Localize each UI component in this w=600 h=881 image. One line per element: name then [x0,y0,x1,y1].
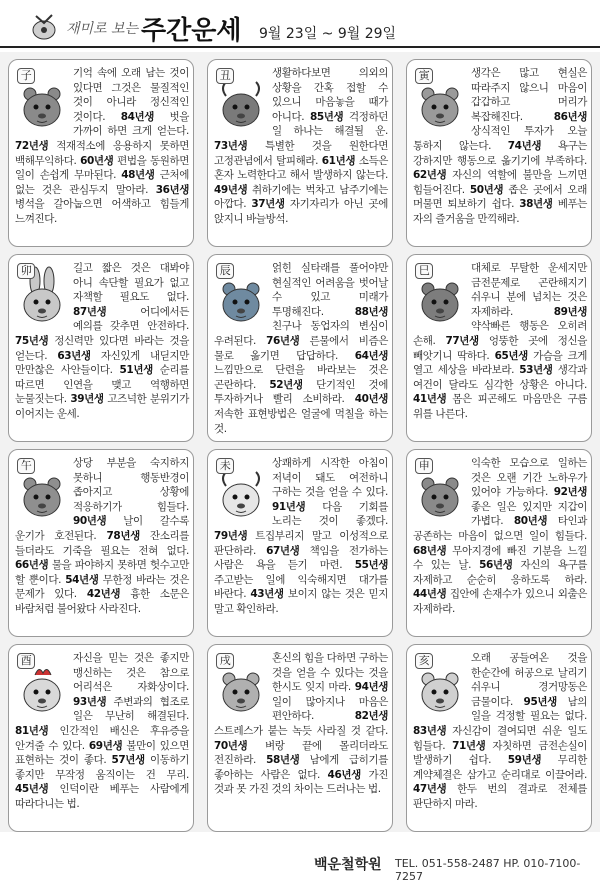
birth-year: 66년생 [15,559,49,572]
fortune-sentence: 좋은 일은 있지만 지갑이 가볍다. [471,500,587,528]
horoscope-card-snake [406,254,592,442]
birth-year: 58년생 [266,754,300,767]
birth-year: 44년생 [413,588,447,601]
card-text [413,66,587,242]
birth-year: 46년생 [327,768,361,781]
birth-year: 36년생 [155,183,189,196]
card-text [214,456,388,632]
fortune-sentence: 정신력만 있다면 바라는 것을 얻는다. [15,334,189,362]
zodiac-badge: 午 [17,458,35,474]
card-text [214,261,388,437]
card-text [15,651,189,827]
horoscope-card-sheep [207,449,393,637]
fortune-sentence: 인간적인 배신은 후유증을 안겨줄 수 있다. [15,724,189,752]
fortune-sentence: 무아지경에 빠진 기분을 느낄 수 있는 날. [413,544,587,572]
fortune-sentence: 주고받는 일에 익숙해지면 대가를 바란다. [214,573,388,601]
birth-year: 70년생 [214,739,248,752]
fortune-sentence: 자신의 역할에 불만을 느끼면 힘들어진다. [413,169,587,196]
rooster-icon [15,653,69,723]
fortune-sentence: 보이지 않는 것은 믿지 말고 확인하라. [214,588,389,615]
fortune-sentence: 른물에서 비즘은 물로 옮기면 답답하다. [214,334,388,362]
horoscope-card-dragon [207,254,393,442]
fortune-sentence: 남의 일을 걱정할 필요는 없다. [471,695,587,723]
fortune-sentence: 느낌만으로 단련을 바라보는 것은 곤란하다. [214,364,388,391]
fortune-sentence: 혼신의 힘을 다하면 구하는 것을 얻을 수 있다는 것을 한시도 잊지 마라. [272,652,388,694]
zodiac-badge: 丑 [216,68,234,84]
birth-year: 88년생 [354,305,388,318]
snake-icon [413,263,467,333]
card-text [214,651,388,827]
birth-year: 68년생 [413,544,447,557]
fortune-sentence: 집안에 손재수가 있으니 외출은 자제하라. [413,588,587,615]
birth-year: 67년생 [266,544,300,557]
page-header [0,0,600,50]
fortune-sentence: 자신있게 내딛지만 만만찮은 사안들이다. [15,349,189,377]
fortune-sentence: 생각은 많고 현실은 따라주지 않으니 마음이 갑갑하고 머리가 복잡해진다. [471,67,587,123]
fortune-sentence: 몸은 피곤해도 마음만은 구름 위를 나른다. [413,393,587,420]
birth-year: 95년생 [523,695,557,708]
fortune-pouch-icon [30,10,58,40]
birth-year: 72년생 [15,139,49,152]
fortune-sentence: 타인과 공존하는 마음이 없으면 일이 힘들다. [413,515,587,542]
birth-year: 49년생 [214,183,248,196]
fortune-sentence: 걱정하던 일 하나는 해결될 운. [272,110,388,138]
birth-year: 81년생 [15,724,49,737]
birth-year: 82년생 [354,710,388,723]
fortune-sentence: 벼랑 끝에 몰리더라도 전진하라. [214,739,388,767]
fortune-sentence: 얽힌 실타래를 풀어야만 현실적인 어려움을 벗어날 수 있고 미래가 투명해진다. [272,262,388,318]
fortune-sentence: 약삭빠른 행동은 오히려 손해. [413,320,587,347]
birth-year: 83년생 [413,724,447,737]
fortune-sentence: 벗을 가까이 하면 크게 얻는다. [73,110,189,138]
fortune-sentence: 기억 속에 오래 남는 것이 있다면 그것은 물질적인 것이 아니라 정신적인 것이다. [73,67,189,123]
date-range: 9월 23일 ~ 9월 29일 [259,26,397,42]
fortune-sentence: 길고 짧은 것은 대봐야 아니 속단할 필요가 없고 자책할 필요도 없다. [73,262,189,304]
fortune-sentence: 좁은 곳에서 오래 머물면 퇴보하기 쉽다. [413,183,588,211]
horoscope-card-tiger [406,59,592,247]
zodiac-badge: 未 [216,458,234,474]
card-text [15,66,189,242]
zodiac-badge: 戌 [216,653,234,669]
fortune-sentence: 이동하기 좋지만 무작정 움직이는 건 무리. [15,754,189,781]
birth-year: 80년생 [513,515,548,528]
birth-year: 57년생 [111,754,145,767]
school-name: 백운철학원 [314,857,382,873]
dog-icon [214,653,268,723]
birth-year: 55년생 [354,559,388,572]
card-text [214,66,388,242]
birth-year: 45년생 [15,783,49,796]
horoscope-card-monkey [406,449,592,637]
zodiac-badge: 酉 [17,653,35,669]
zodiac-badge: 卯 [17,263,35,279]
fortune-sentence: 남에게 급히기를 좋아하는 사람은 없다. [214,754,388,781]
fortune-sentence: 상식적인 투자가 오늘 통하지 않는다. [413,125,587,152]
fortune-sentence: 물을 파야하지 못하면 헛수고만 할 뿐이다. [15,559,189,586]
birth-year: 37년생 [251,198,285,211]
birth-year: 42년생 [86,588,121,601]
birth-year: 89년생 [553,305,587,318]
fortune-sentence: 순리를 따르면 인연을 맺고 역행하면 눈물짓는다. [15,364,189,406]
fortune-sentence: 익숙한 모습으로 일하는 것은 오랜 기간 노하우가 있어야 가능하다. [471,457,587,499]
fortune-sentence: 잔소리를 들더라도 기죽을 필요는 전혀 없다. [15,529,189,557]
fortune-sentence: 대체로 무탈한 운세지만 금전문제로 곤란해지기 쉬우니 분에 넘치는 것은 자제하라. [471,262,587,318]
card-text [15,261,189,437]
birth-year: 74년생 [507,139,542,152]
fortune-sentence: 자칫하면 금전손실이 발생하기 쉽다. [413,739,588,767]
fortune-sentence: 스트레스가 붙는 녹듯 사라질 것 같다. [214,724,388,737]
birth-year: 76년생 [266,334,300,347]
birth-year: 91년생 [272,500,306,513]
fortune-sentence: 일이 많아지나 마음은 편안하다. [272,695,388,723]
horoscope-card-rat [8,59,194,247]
fortune-sentence: 주변과의 협조로 일은 무난히 해결된다. [73,695,189,723]
rat-icon [15,68,69,138]
fortune-sentence: 취하기에는 벅차고 남주기에는 아깝다. [214,183,388,211]
page-title: 주간운세 [141,16,242,46]
fortune-sentence: 날이 갈수록 운기가 호전된다. [15,515,189,542]
birth-year: 86년생 [553,110,587,123]
header-divider [0,46,600,48]
fortune-sentence: 불만이 있으면 표현하는 것이 좋다. [15,739,189,767]
birth-year: 73년생 [214,139,248,152]
birth-year: 77년생 [445,334,479,347]
sheep-icon [214,458,268,528]
fortune-sentence: 친구나 동업자의 변심이 우려된다. [214,320,388,347]
birth-year: 62년생 [413,169,447,182]
fortune-sentence: 욕구는 강하지만 행동으로 옮기기에 부족하다. [413,139,587,167]
birth-year: 54년생 [65,573,99,586]
fortune-sentence: 고즈넉한 분위기가 이어지는 운세. [15,393,190,420]
fortune-sentence: 다음 기회를 노리는 것이 좋겠다. [272,500,388,528]
birth-year: 61년생 [321,154,356,167]
fortune-sentence: 생활하다보면 의외의 상황을 간혹 접할 수 있으니 마음놓을 때가 아니다. [272,67,388,123]
horoscope-card-horse [8,449,194,637]
card-text [413,261,587,437]
zodiac-badge: 申 [415,458,433,474]
fortune-sentence: 자신을 믿는 것은 좋지만 맹신하는 것은 참으로 어리석은 자화상이다. [73,652,189,694]
fortune-sentence: 인덕이란 베푸는 사람에게 따라다니는 법. [15,783,189,810]
fortune-sentence: 단기적인 것에 투자하거나 빨리 소비하라. [214,378,388,406]
fortune-sentence: 무한정 바라는 것은 문제가 있다. [15,573,189,601]
fortune-sentence: 가진 것과 못 가진 것의 차이는 드러나는 법. [214,768,388,796]
birth-year: 53년생 [519,364,553,377]
birth-year: 51년생 [119,364,153,377]
fortune-sentence: 가슴을 크게 열고 세상을 바라보라. [413,349,588,377]
birth-year: 65년생 [494,349,528,362]
birth-year: 87년생 [73,305,107,318]
card-text [413,651,587,827]
card-text [413,456,587,632]
birth-year: 64년생 [354,349,388,362]
card-text [15,456,189,632]
birth-year: 92년생 [553,486,587,499]
fortune-sentence: 한두 번의 결과로 전체를 판단하지 마라. [413,783,587,810]
zodiac-badge: 寅 [415,68,433,84]
birth-year: 52년생 [269,378,303,391]
fortune-sentence: 오래 공들여온 것을 한순간에 허공으로 날리기 쉬우니 경거망동은 금물이다. [471,652,587,708]
fortune-sentence: 트집부리지 말고 이성적으로 판단하라. [214,529,388,557]
birth-year: 59년생 [507,754,542,767]
fortune-sentence: 책임을 전가하는 사람은 욕을 듣기 마련. [214,544,388,572]
fortune-sentence: 자신의 욕구를 자제하고 순순히 응하도록 하라. [413,559,587,586]
birth-year: 48년생 [121,169,155,182]
fortune-sentence: 자기자리가 아닌 곳에 앉지니 바늘방석. [214,198,388,225]
horoscope-card-rooster [8,644,194,832]
rabbit-icon [15,263,69,333]
fortune-sentence: 소득은 혼자 노력한다고 해서 발생하지 않는다. [214,154,388,182]
birth-year: 38년생 [519,198,553,211]
horse-icon [15,458,69,528]
birth-year: 47년생 [413,783,447,796]
fortune-sentence: 무리한 계약체결은 삼가고 순리대로 이끌어라. [413,754,587,781]
dragon-icon [214,263,268,333]
fortune-sentence: 병석을 갈아눕으면 어색하고 힘들게 느껴진다. [15,198,189,225]
birth-year: 93년생 [73,695,107,708]
horoscope-card-dog [207,644,393,832]
fortune-sentence: 상쾌하게 시작한 아침이 저녁이 돼도 여전하니 구하는 것을 얻을 수 있다. [272,457,388,499]
birth-year: 94년생 [354,681,388,694]
ox-icon [214,68,268,138]
birth-year: 71년생 [452,739,486,752]
birth-year: 78년생 [106,529,140,542]
tiger-icon [413,68,467,138]
header-subtitle: 재미로 보는 [66,21,139,37]
birth-year: 40년생 [354,393,388,406]
contact-numbers: TEL. 051-558-2487 HP. 010-7100-7257 [395,857,581,881]
zodiac-badge: 辰 [216,263,234,279]
zodiac-badge: 亥 [415,653,433,669]
fortune-sentence: 편법을 동원하면 일이 손쉽게 무마된다. [15,154,189,182]
birth-year: 60년생 [80,154,114,167]
birth-year: 63년생 [57,349,91,362]
fortune-sentence: 특별한 것을 원한다면 고정관념에서 탈피해라. [214,139,388,167]
birth-year: 56년생 [479,559,513,572]
horoscope-card-rabbit [8,254,194,442]
birth-year: 43년생 [250,588,284,601]
monkey-icon [413,458,467,528]
zodiac-badge: 子 [17,68,35,84]
birth-year: 50년생 [469,183,504,196]
birth-year: 69년생 [88,739,123,752]
page-footer [0,836,600,881]
birth-year: 41년생 [413,393,447,406]
fortune-sentence: 저속한 표현방법은 얼굴에 먹칠을 하는 것. [214,407,388,435]
fortune-sentence: 적재적소에 응용하지 못하면 백해무익하다. [15,139,189,167]
fortune-sentence: 상당 부분을 숙지하지 못하니 행동반경이 좁아지고 상황에 적응하기가 힘들다. [73,457,189,513]
pig-icon [413,653,467,723]
birth-year: 85년생 [309,110,344,123]
birth-year: 75년생 [15,334,49,347]
birth-year: 90년생 [73,515,107,528]
fortune-sentence: 자신감이 결여되면 쉬운 일도 힘들다. [413,724,587,752]
fortune-sentence: 생각과 여건이 달라도 심각한 상황은 아니다. [413,364,587,391]
fortune-sentence: 근처에 없는 것은 관심두지 말아라. [15,169,189,196]
birth-year: 79년생 [214,529,248,542]
horoscope-card-ox [207,59,393,247]
horoscope-card-pig [406,644,592,832]
fortune-sentence: 흉한 소문은 바람처럼 불어왔다 사라진다. [15,588,189,615]
birth-year: 39년생 [70,393,104,406]
zodiac-badge: 巳 [415,263,433,279]
fortune-sentence: 어디에서든 예의를 갖추면 안전하다. [73,305,189,333]
fortune-sentence: 엉뚱한 곳에 정신을 빼앗기니 딱하다. [413,334,587,362]
birth-year: 84년생 [120,110,154,123]
fortune-sentence: 베푸는 자의 즐거움을 만끽해라. [413,198,587,225]
